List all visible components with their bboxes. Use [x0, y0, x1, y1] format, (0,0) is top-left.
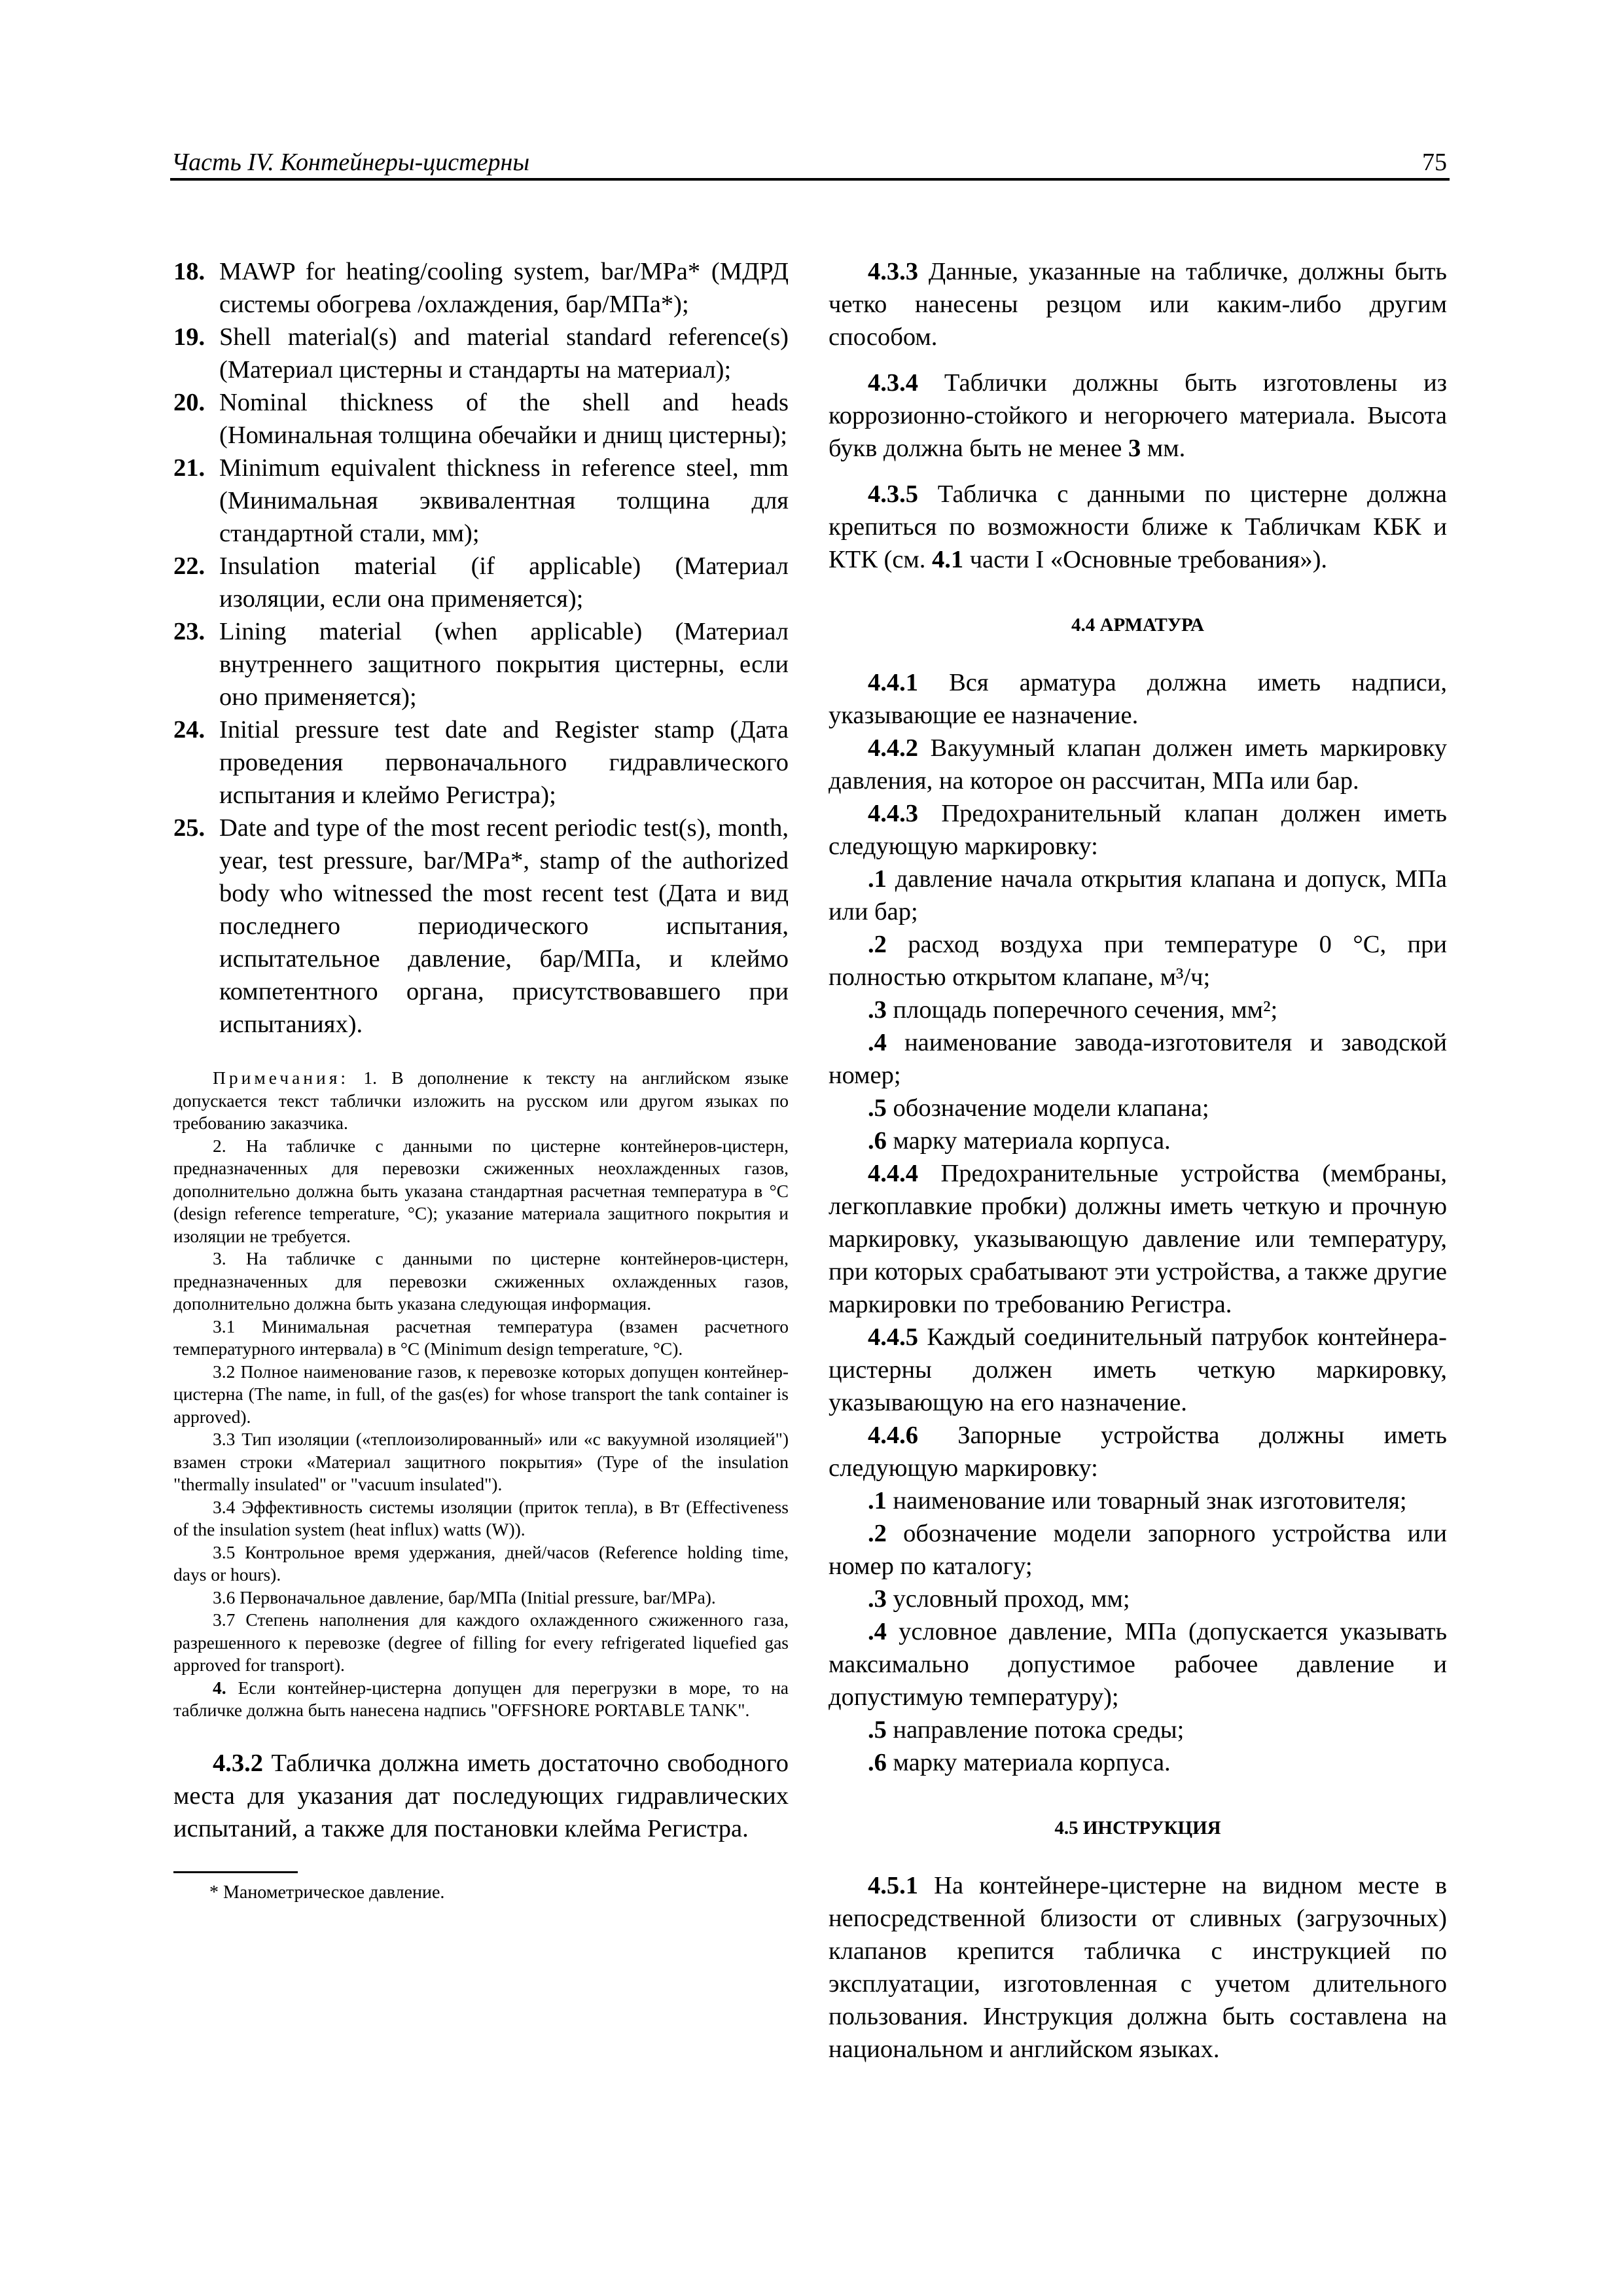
list-item: 22. Insulation material (if applicable) (Материал изоляции, если она применяется); [173, 552, 789, 613]
note-3-5: 3.5 Контрольное время удержания, дней/часов (Reference holding time, days or hours). [173, 1541, 789, 1585]
footnote-divider [173, 1871, 298, 1873]
page-number: 75 [1422, 149, 1447, 176]
paragraph-4-4-4: 4.4.4 Предохранительные устройства (мембраны, легкоплавкие пробки) должны иметь четкую и прочную маркировку, указывающую давление или температуру, при которых срабатывают эти устройства, а также другие маркировки по требованию Регистра. [829, 1160, 1448, 1318]
note-3-6: 3.6 Первоначальное давление, бар/МПа (Initial pressure, bar/MPa). [213, 1587, 716, 1607]
list-item: .4 условное давление, МПа (допускается указывать максимально допустимое рабочее давление и допустимую температуру); [829, 1618, 1447, 1711]
paragraph-4-4-1: 4.4.1 Вся арматура должна иметь надписи, указывающие ее назначение. [829, 669, 1448, 729]
paragraph-4-3-4: 4.3.4 Таблички должны быть изготовлены из коррозионно-стойкого и негорючего материала. Высота букв должна быть не менее 3 мм. [829, 369, 1447, 462]
running-title: Часть IV. Контейнеры-цистерны [171, 149, 530, 176]
paragraph-4-4-6: 4.4.6 Запорные устройства должны иметь следующую маркировку: [829, 1422, 1447, 1482]
list-item: 19. Shell material(s) and material standard reference(s) (Материал цистерны и стандарты на материал); [173, 323, 789, 384]
paragraph-4-3-5: 4.3.5 Табличка с данными по цистерне должна крепиться по возможности ближе к Табличкам КБК и КТК (см. 4.1 части I «Основные требования»). [829, 480, 1447, 573]
note-3-3: 3.3 Тип изоляции («теплоизолированный» или «с вакуумной изоляцией") взамен строки «Материал защитного покрытия» (Type of the insulation "thermally insulated" or "vacuum insulated"). [173, 1429, 789, 1494]
paragraph-4-3-3: 4.3.3 Данные, указанные на табличке, должны быть четко нанесены резцом или каким-либо другим способом. [829, 258, 1447, 351]
list-item: 18. MAWP for heating/cooling system, bar/MPa* (МДРД системы обогрева /охлаждения, бар/МПа*); [173, 258, 789, 318]
footnote: * Манометрическое давление. [209, 1882, 445, 1903]
list-item: 21. Minimum equivalent thickness in reference steel, mm (Минимальная эквивалентная толщина для стандартной стали, мм); [173, 454, 789, 547]
left-column [173, 255, 789, 1905]
note-3: 3. На табличке с данными по цистерне контейнеров-цистерн, предназначенных для перевозки сжиженных охлажденных газов, дополнительно должна быть указана следующая информация. [173, 1248, 789, 1314]
list-item: .4 наименование завода-изготовителя и заводской номер; [829, 1029, 1447, 1089]
list-item: .1 давление начала открытия клапана и допуск, МПа или бар; [829, 865, 1447, 925]
note-3-4: 3.4 Эффективность системы изоляции (приток тепла), в Вт (Effectiveness of the insulation system (heat influx) watts (W)). [173, 1496, 789, 1539]
list-item: .3 площадь поперечного сечения, мм²; [868, 996, 1278, 1024]
section-heading-4-5: 4.5 ИНСТРУКЦИЯ [1054, 1818, 1221, 1839]
list-item: 20. Nominal thickness of the shell and heads (Номинальная толщина обечайки и днищ цистерны); [173, 389, 789, 449]
paragraph-4-3-2: 4.3.2 Табличка должна иметь достаточно свободного места для указания дат последующих гидравлических испытаний, а также для постановки клейма Регистра. [173, 1749, 789, 1842]
list-item: .6 марку материала корпуса. [868, 1749, 1171, 1776]
note-2: 2. На табличке с данными по цистерне контейнеров-цистерн, предназначенных для перевозки сжиженных неохлажденных газов, дополнительно должна быть указана стандартная расчетная температура в °С (design reference temperature, °C); указание материала защитного покрытия и изоляции не требуется. [173, 1135, 789, 1246]
list-item: 24. Initial pressure test date and Register stamp (Дата проведения первоначального гидравлического испытания и клеймо Регистра); [173, 716, 789, 809]
section-heading-4-4: 4.4 АРМАТУРА [1071, 615, 1204, 636]
list-item: .2 расход воздуха при температуре 0 °С, при полностью открытом клапане, м³/ч; [829, 931, 1448, 991]
paragraph-4-4-5: 4.4.5 Каждый соединительный патрубок контейнера-цистерны должен иметь четкую маркировку, указывающую на его назначение. [829, 1323, 1447, 1416]
paragraph-4-4-3: 4.4.3 Предохранительный клапан должен иметь следующую маркировку: [829, 800, 1447, 860]
list-item: .5 направление потока среды; [868, 1716, 1185, 1744]
note-1: Примечания: 1. В дополнение к тексту на английском языке допускается текст таблички изложить на русском или другом языках по требованию заказчика. [173, 1067, 789, 1133]
list-item: 25. Date and type of the most recent periodic test(s), month, year, test pressure, bar/MPa*, stamp of the authorized body who witnessed the most recent test (Дата и вид последнего периодического испытания, испытательное давление, бар/МПа, и клеймо компетентного органа, присутствовавшего при испытаниях). [173, 814, 789, 1038]
note-4: 4. Если контейнер-цистерна допущен для перегрузки в море, то на табличке должна быть нанесена надпись "OFFSHORE PORTABLE TANK". [173, 1677, 789, 1720]
note-3-2: 3.2 Полное наименование газов, к перевозке которых допущен контейнер-цистерна (The name, in full, of the gas(es) for whose transport the tank container is approved). [173, 1361, 789, 1427]
notes-block [173, 1067, 789, 1722]
list-item: .5 обозначение модели клапана; [868, 1094, 1209, 1122]
list-item: .6 марку материала корпуса. [868, 1127, 1171, 1155]
right-column [829, 255, 1447, 2066]
list-item: 23. Lining material (when applicable) (Материал внутреннего защитного покрытия цистерны, если оно применяется); [173, 618, 789, 711]
list-item: .2 обозначение модели запорного устройства или номер по каталогу; [829, 1520, 1447, 1580]
list-item: .1 наименование или товарный знак изготовителя; [868, 1487, 1407, 1515]
page-header [170, 145, 1450, 181]
paragraph-4-4-2: 4.4.2 Вакуумный клапан должен иметь маркировку давления, на которое он рассчитан, МПа или бар. [829, 734, 1447, 795]
note-3-7: 3.7 Степень наполнения для каждого охлажденного сжиженного газа, разрешенного к перевозке (degree of filling for every refrigerated liquefied gas approved for transport). [173, 1609, 789, 1675]
paragraph-4-5-1: 4.5.1 На контейнере-цистерне на видном месте в непосредственной близости от сливных (загрузочных) клапанов крепится табличка с инструкцией по эксплуатации, изготовленная с учетом длительного пользования. Инструкция должна быть составлена на национальном и английском языках. [829, 1872, 1447, 2063]
list-item: .3 условный проход, мм; [868, 1585, 1130, 1613]
note-3-1: 3.1 Минимальная расчетная температура (взамен расчетного температурного интервала) в °С (Minimum design temperature, °C). [173, 1316, 789, 1359]
